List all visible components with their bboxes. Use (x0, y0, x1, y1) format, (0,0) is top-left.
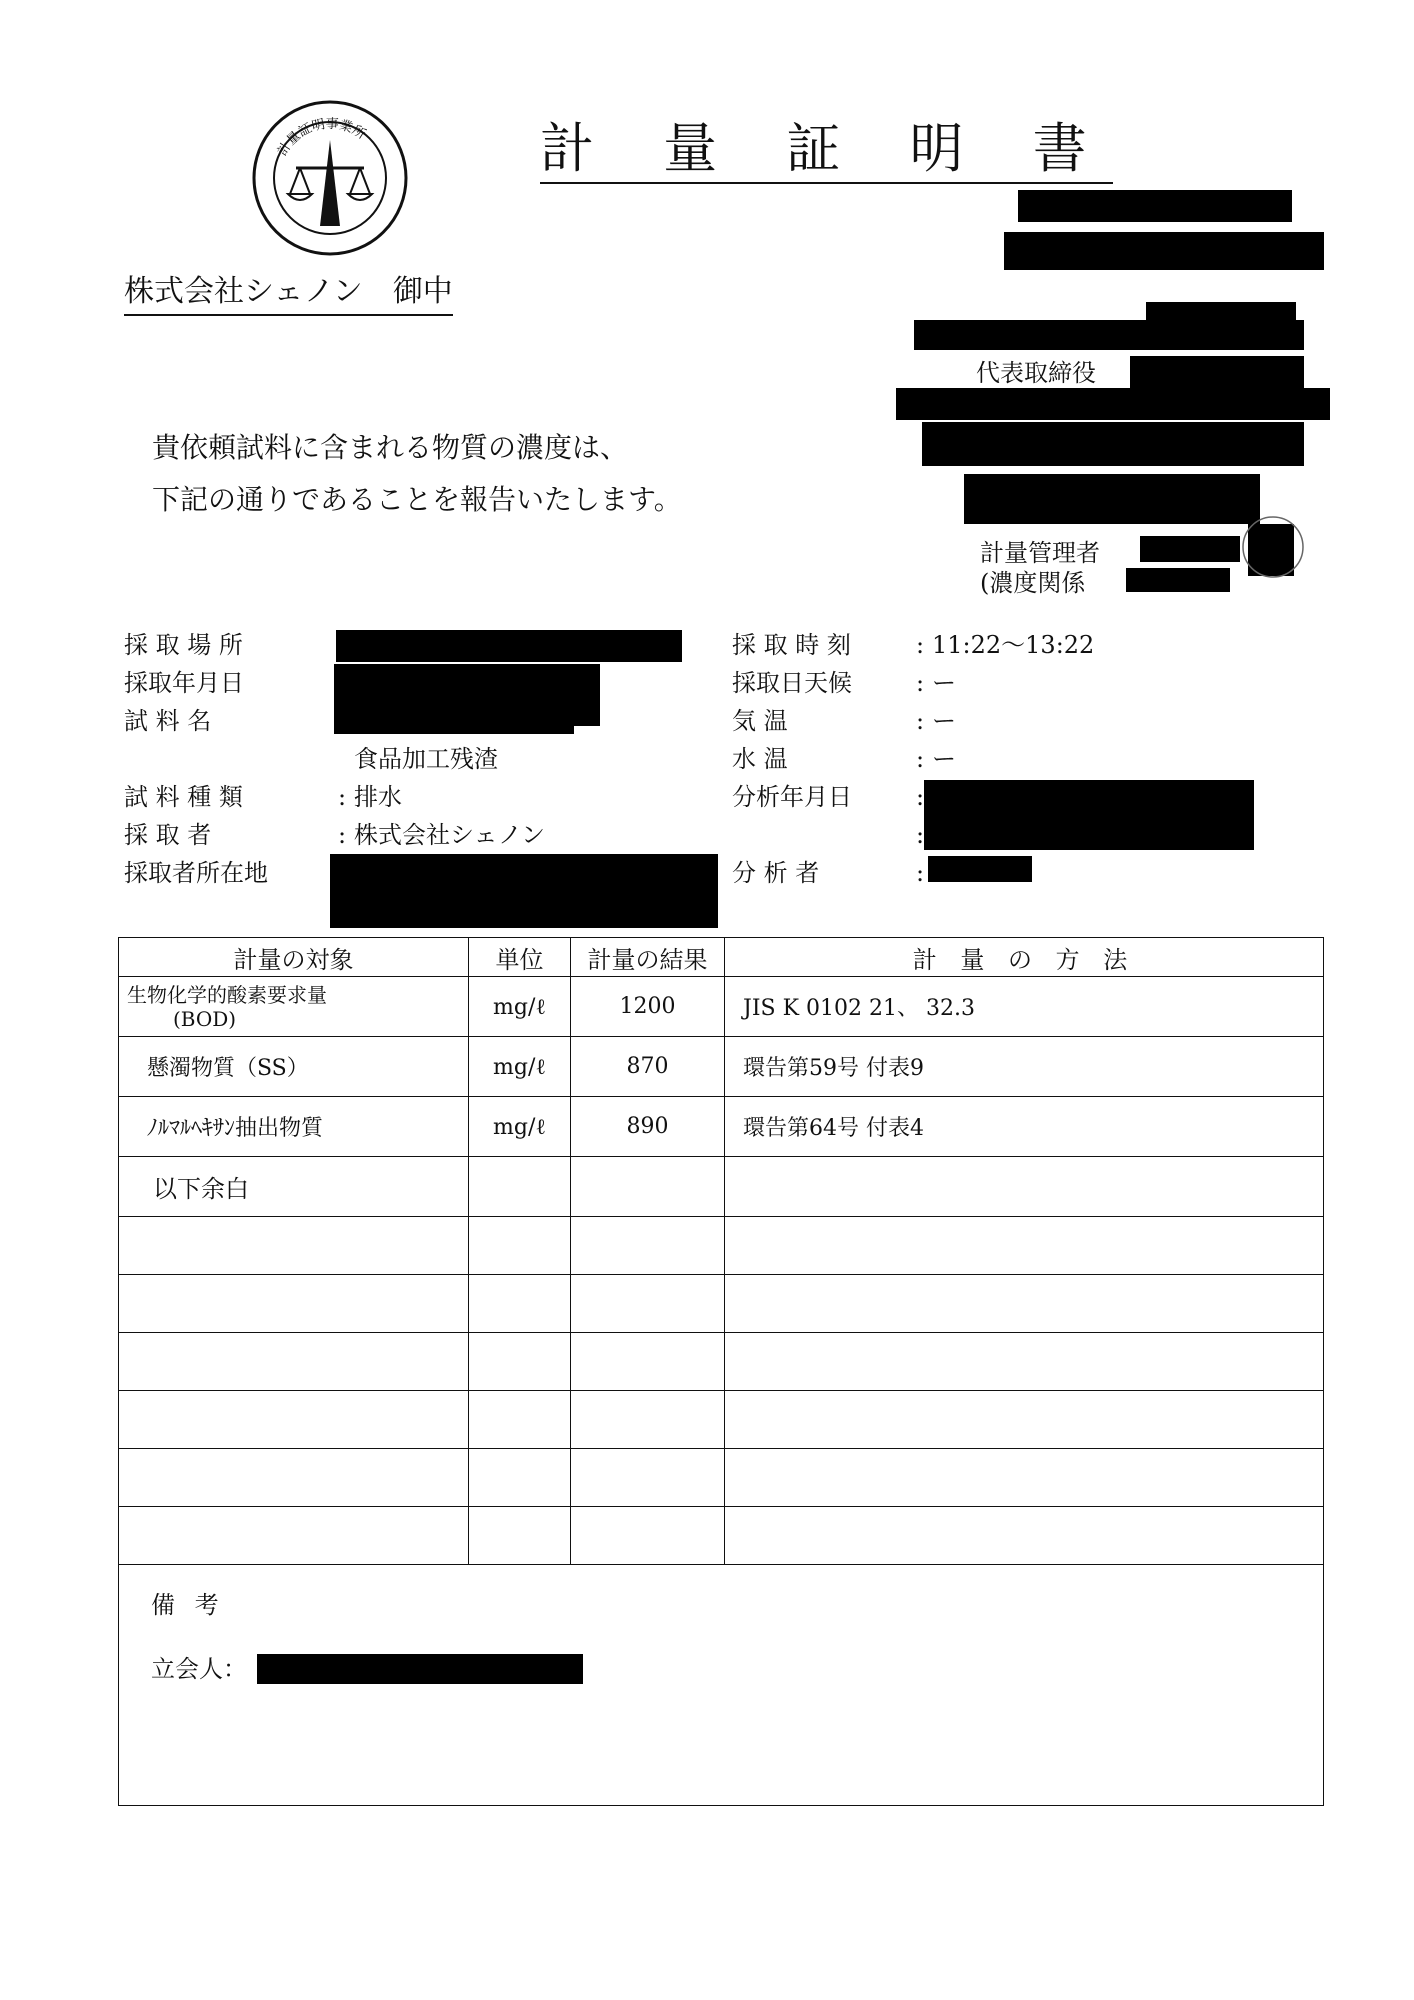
intro-line-1: 貴依頼試料に含まれる物質の濃度は、 (152, 431, 629, 464)
empty-cell (725, 1333, 1324, 1391)
empty-cell (571, 1275, 725, 1333)
info-sample-name (124, 706, 354, 736)
empty-cell (571, 1333, 725, 1391)
info-label: 採取日天候 (732, 669, 852, 697)
redacted-block (1004, 232, 1324, 270)
empty-cell (119, 1449, 469, 1507)
redacted-block (922, 422, 1304, 466)
table-row (119, 1157, 1324, 1217)
empty-cell (571, 1449, 725, 1507)
table-row-empty (119, 1333, 1324, 1391)
seal-text: 計量証明事業所 (275, 116, 369, 159)
cell-result (571, 1157, 725, 1217)
empty-cell (119, 1507, 469, 1565)
info-label: 採取年月日 (124, 669, 244, 697)
cell-unit (469, 1157, 571, 1217)
cell-target: 懸濁物質（SS） (119, 1037, 469, 1097)
empty-cell (469, 1217, 571, 1275)
table-row-empty (119, 1217, 1324, 1275)
redacted-block (257, 1654, 583, 1684)
document-title: 計 量 証 明 書 (540, 118, 1113, 184)
redacted-block (914, 320, 1304, 350)
empty-cell (119, 1275, 469, 1333)
cell-method (725, 1157, 1324, 1217)
redacted-block (330, 854, 718, 928)
certification-seal (250, 98, 410, 258)
empty-cell (469, 1507, 571, 1565)
info-sample-name-value: 食品加工残渣 (354, 745, 498, 773)
info-label: 気 温 (732, 707, 788, 735)
redacted-block (334, 664, 600, 726)
empty-cell (469, 1449, 571, 1507)
empty-cell (469, 1333, 571, 1391)
info-label: 採 取 場 所 (124, 631, 243, 659)
info-label: 採取者所在地 (124, 859, 268, 887)
empty-cell (119, 1333, 469, 1391)
cell-method: JIS K 0102 21、 32.3 (725, 977, 1324, 1037)
cell-target (119, 977, 469, 1037)
redacted-block (334, 718, 574, 734)
info-sampling-location (124, 630, 354, 660)
info-sampling-time: 採 取 時 刻 : 11:22〜13:22 (732, 631, 1095, 659)
manager-sub-label: (濃度関係 (980, 569, 1086, 597)
redacted-block (1018, 190, 1292, 222)
info-label: 試 料 種 類 (124, 783, 243, 811)
info-air-temp: 気 温 : ー (732, 707, 956, 735)
table-row (119, 1097, 1324, 1157)
svg-text:計量証明事業所 (274, 116, 368, 159)
info-value: 排水 (354, 783, 402, 811)
measurement-table (118, 937, 1324, 1565)
table-header-row (119, 938, 1324, 977)
info-sampler-address (124, 858, 354, 888)
cell-unit: mg/ℓ (469, 977, 571, 1037)
empty-cell (571, 1217, 725, 1275)
info-label: 分 析 者 (732, 859, 820, 887)
cell-target-line2: (BOD) (173, 1006, 237, 1031)
empty-cell (725, 1391, 1324, 1449)
cell-unit: mg/ℓ (469, 1037, 571, 1097)
cell-method: 環告第59号 付表9 (725, 1037, 1324, 1097)
col-header-result: 計量の結果 (571, 938, 725, 977)
info-value: ー (932, 669, 956, 697)
scales-icon (250, 98, 410, 258)
cell-target: ﾉﾙﾏﾙﾍｷｻﾝ抽出物質 (119, 1097, 469, 1157)
info-label: 採 取 者 (124, 821, 212, 849)
empty-cell (725, 1507, 1324, 1565)
empty-cell (469, 1275, 571, 1333)
empty-cell (119, 1217, 469, 1275)
info-label: 分析年月日 (732, 783, 852, 811)
table-row-empty (119, 1275, 1324, 1333)
redacted-block (928, 856, 1032, 882)
redacted-block (1146, 302, 1296, 322)
table-row (119, 977, 1324, 1037)
info-sampling-date (124, 668, 354, 698)
info-weather: 採取日天候 : ー (732, 669, 956, 697)
addressee-honorific: 御中 (392, 274, 453, 309)
col-header-method: 計 量 の 方 法 (725, 938, 1324, 977)
representative-title: 代表取締役 (976, 359, 1096, 387)
redacted-block (1140, 536, 1240, 562)
info-value: 株式会社シェノン (354, 821, 546, 849)
addressee (124, 272, 453, 316)
witness-label: 立会人： (151, 1655, 247, 1683)
table-row-empty (119, 1449, 1324, 1507)
table-row (119, 1037, 1324, 1097)
info-value: ー (932, 745, 956, 773)
intro-line-2: 下記の通りであることを報告いたします。 (152, 483, 682, 516)
redacted-block (924, 780, 1254, 850)
empty-cell (571, 1507, 725, 1565)
cell-result: 890 (571, 1097, 725, 1157)
redacted-block (964, 474, 1260, 524)
addressee-company: 株式会社シェノン (124, 274, 363, 309)
info-sampler: 採 取 者 : 株式会社シェノン (124, 821, 546, 849)
cell-target: 以下余白 (119, 1157, 469, 1217)
cell-result: 870 (571, 1037, 725, 1097)
col-header-unit: 単位 (469, 938, 571, 977)
col-header-target: 計量の対象 (119, 938, 469, 977)
redacted-block (896, 388, 1330, 420)
info-label: 試 料 名 (124, 707, 212, 735)
empty-cell (571, 1391, 725, 1449)
info-analysis-date: 分析年月日 : (732, 783, 925, 811)
remarks-box (118, 1564, 1324, 1806)
empty-cell (725, 1275, 1324, 1333)
table-row-empty (119, 1507, 1324, 1565)
empty-cell (119, 1391, 469, 1449)
remarks-label: 備 考 (151, 1591, 225, 1619)
cell-result: 1200 (571, 977, 725, 1037)
empty-cell (469, 1391, 571, 1449)
info-label: 水 温 (732, 745, 788, 773)
cell-unit: mg/ℓ (469, 1097, 571, 1157)
redacted-block (1126, 568, 1230, 592)
info-sample-type: 試 料 種 類 : 排水 (124, 783, 402, 811)
info-value: 11:22〜13:22 (932, 631, 1095, 659)
cell-method: 環告第64号 付表4 (725, 1097, 1324, 1157)
manager-label: 計量管理者 (980, 539, 1100, 567)
redacted-block (1130, 356, 1304, 390)
redacted-block (336, 630, 682, 662)
info-analysis-date-cont: : (915, 821, 925, 849)
info-analyst: 分 析 者 : (732, 859, 925, 887)
empty-cell (725, 1217, 1324, 1275)
empty-cell (725, 1449, 1324, 1507)
info-label: 採 取 時 刻 (732, 631, 851, 659)
stamp-circle-icon (1238, 512, 1308, 582)
cell-target-line1: 生物化学的酸素要求量 (127, 982, 327, 1007)
info-value: ー (932, 707, 956, 735)
table-row-empty (119, 1391, 1324, 1449)
info-water-temp: 水 温 : ー (732, 745, 956, 773)
